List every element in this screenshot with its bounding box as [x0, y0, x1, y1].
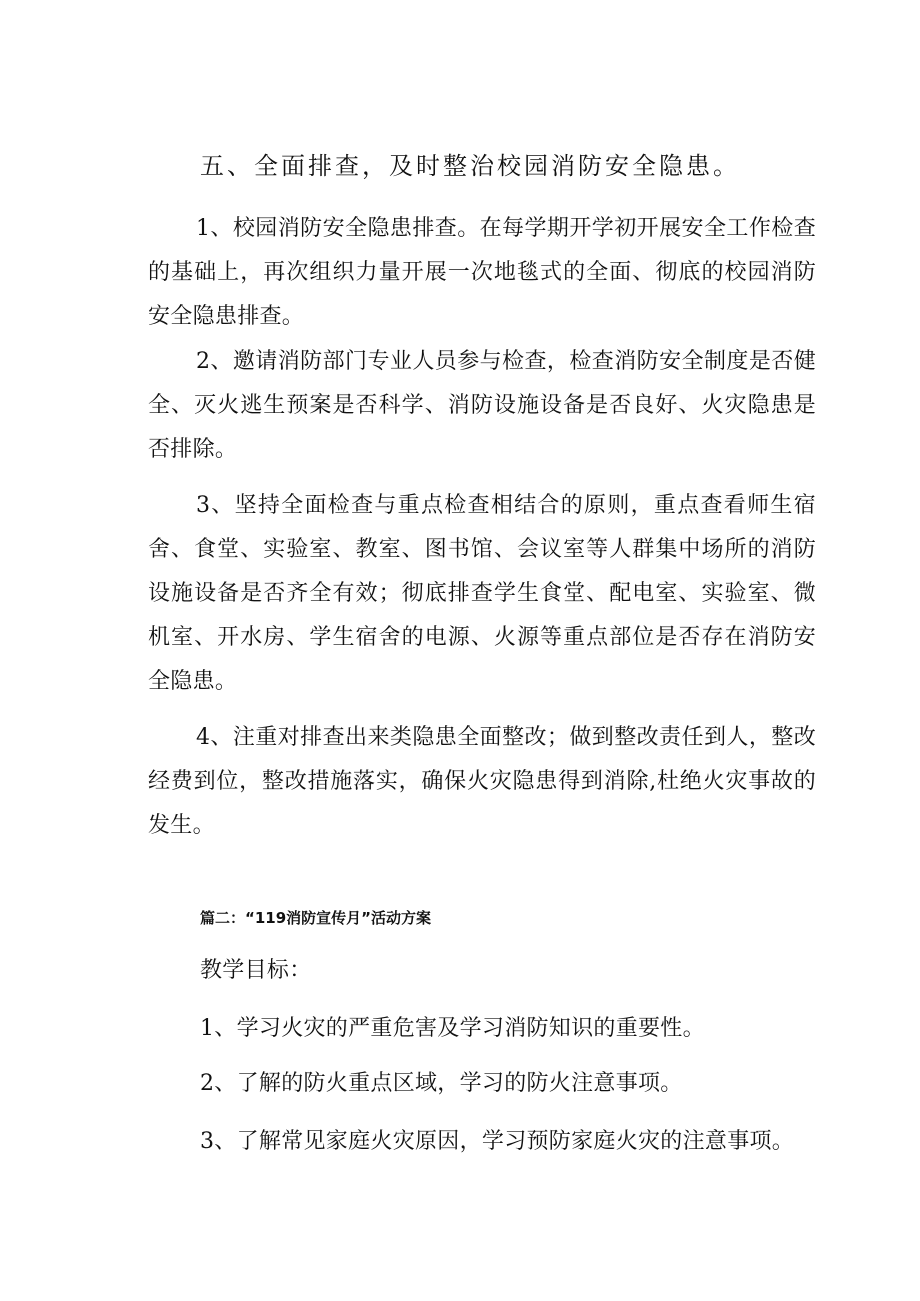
paragraph-3: 3、坚持全面检查与重点检查相结合的原则，重点查看师生宿舍、食堂、实验室、教室、图书馆、会议室等人群集中场所的消防设施设备是否齐全有效；彻底排查学生食堂、配电室、实验室、微机室、开水房、学生宿舍的电源、火源等重点部位是否存在消防安全隐患。: [148, 493, 816, 694]
goal-item-3: 3、了解常见家庭火灾原因，学习预防家庭火灾的注意事项。: [200, 1129, 795, 1154]
paragraph-4: 4、注重对排查出来类隐患全面整改；做到整改责任到人，整改经费到位，整改措施落实，确保火灾隐患得到消除,杜绝火灾事故的发生。: [148, 725, 816, 838]
goal-item-2: 2、了解的防火重点区域，学习的防火注意事项。: [200, 1071, 683, 1096]
section-title: 篇二：“119消防宣传月”活动方案: [200, 909, 432, 927]
goal-item-1: 1、学习火灾的严重危害及学习消防知识的重要性。: [200, 1016, 705, 1041]
paragraph-1: 1、校园消防安全隐患排查。在每学期开学初开展安全工作检查的基础上，再次组织力量开展一次地毯式的全面、彻底的校园消防安全隐患排查。: [148, 216, 816, 329]
section-heading: 五、全面排查，及时整治校园消防安全隐患。: [200, 152, 740, 180]
paragraph-2: 2、邀请消防部门专业人员参与检查，检查消防安全制度是否健全、灭火逃生预案是否科学、消防设施设备是否良好、火灾隐患是否排除。: [148, 349, 816, 462]
teaching-goals-label: 教学目标：: [200, 958, 312, 983]
